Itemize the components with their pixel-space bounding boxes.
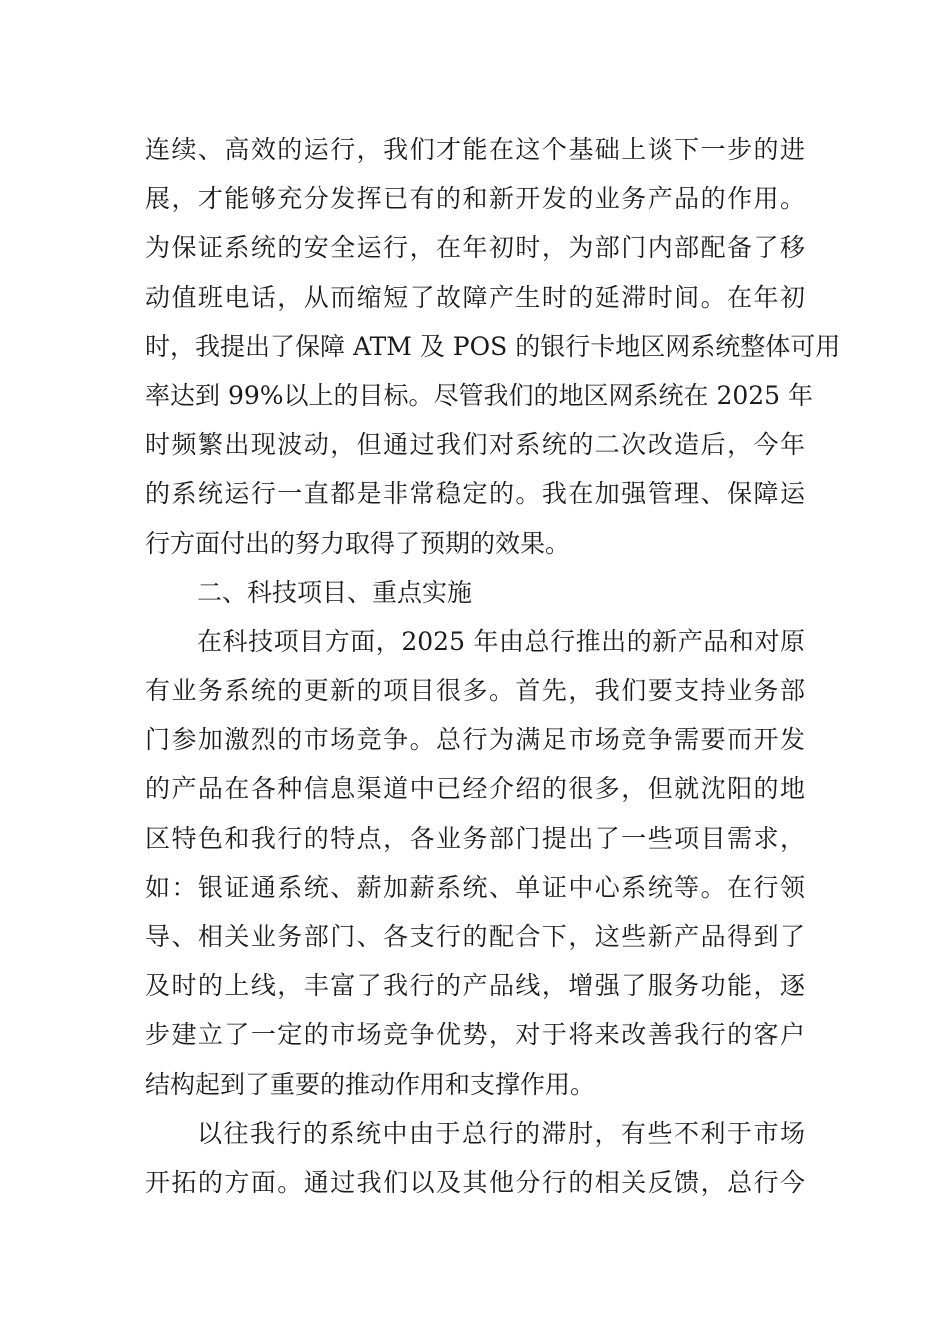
paragraph-3 [145, 1109, 805, 1207]
text-line: 结构起到了重要的推动作用和支撑作用。 [145, 1069, 596, 1099]
document-body [145, 125, 841, 1207]
text-line: 的系统运行一直都是非常稳定的。我在加强管理、保障运 [145, 479, 805, 509]
paragraph-2 [145, 617, 805, 1109]
text-line: 以往我行的系统中由于总行的滞肘，有些不利于市场 [197, 1118, 805, 1148]
text-line: 门参加激烈的市场竞争。总行为满足市场竞争需要而开发 [145, 725, 805, 755]
text-line: 开拓的方面。通过我们以及其他分行的相关反馈，总行今 [145, 1167, 805, 1197]
text-line: 有业务系统的更新的项目很多。首先，我们要支持业务部 [145, 676, 805, 706]
section-heading-text: 二、科技项目、重点实施 [197, 577, 473, 607]
text-line: 为保证系统的安全运行，在年初时，为部门内部配备了移 [145, 233, 805, 263]
text-line: 连续、高效的运行，我们才能在这个基础上谈下一步的进 [145, 135, 805, 164]
text-line: 及时的上线，丰富了我行的产品线，增强了服务功能，逐 [145, 971, 805, 1001]
text-line: 动值班电话，从而缩短了故障产生时的延滞时间。在年初 [145, 282, 805, 312]
section-heading [145, 568, 805, 617]
paragraph-1 [145, 125, 841, 568]
text-line: 区特色和我行的特点，各业务部门提出了一些项目需求， [145, 823, 805, 853]
text-line: 展，才能够充分发挥已有的和新开发的业务产品的作用。 [145, 184, 805, 214]
text-line: 如：银证通系统、薪加薪系统、单证中心系统等。在行领 [145, 872, 805, 902]
text-line: 率达到 99%以上的目标。尽管我们的地区网系统在 2025 年 [145, 380, 814, 410]
text-line: 的产品在各种信息渠道中已经介绍的很多，但就沈阳的地 [145, 774, 805, 804]
text-line: 在科技项目方面，2025 年由总行推出的新产品和对原 [197, 626, 805, 656]
text-line: 行方面付出的努力取得了预期的效果。 [145, 528, 571, 558]
text-line: 步建立了一定的市场竞争优势，对于将来改善我行的客户 [145, 1020, 805, 1050]
text-line: 时频繁出现波动，但通过我们对系统的二次改造后，今年 [145, 430, 805, 460]
text-line: 时，我提出了保障 ATM 及 POS 的银行卡地区网系统整体可用 [145, 331, 841, 361]
text-line: 导、相关业务部门、各支行的配合下，这些新产品得到了 [145, 922, 805, 951]
